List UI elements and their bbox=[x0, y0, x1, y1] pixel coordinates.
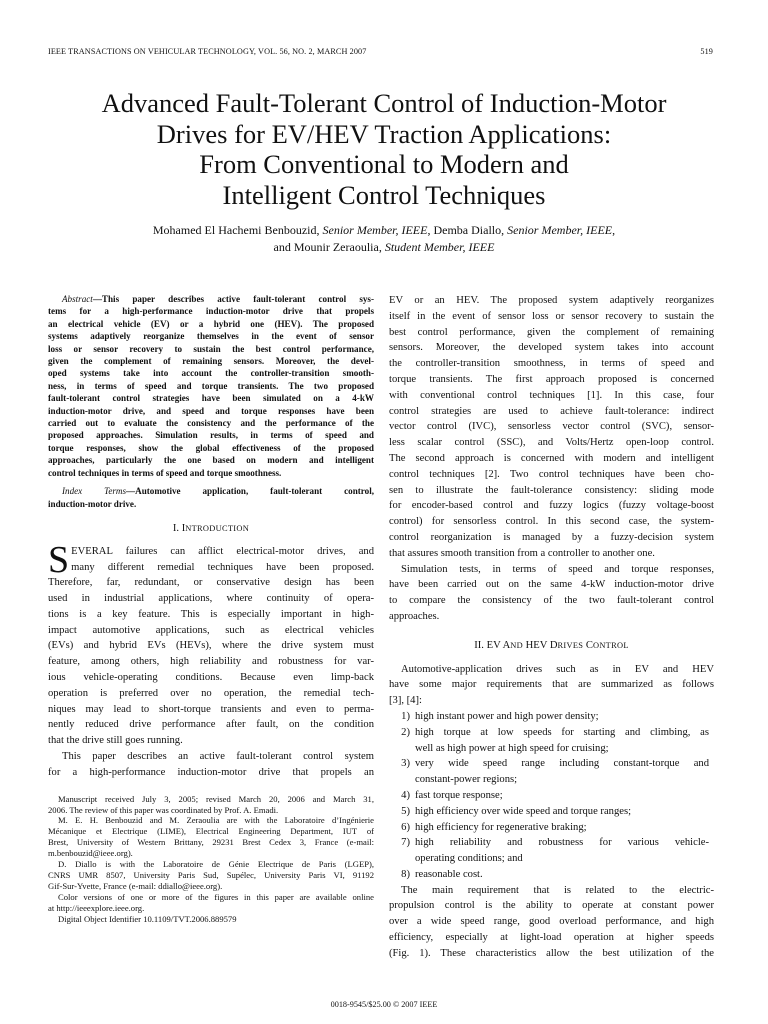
author-name: and Mounir Zeraoulia, bbox=[273, 240, 382, 254]
body-line: This paper describes an active fault-tolerant control system bbox=[62, 751, 374, 763]
body-line: approaches. bbox=[389, 610, 440, 622]
abstract-line: carried out to evaluate the consistency and the performance of the bbox=[48, 418, 374, 429]
abstract-label: Abstract bbox=[62, 294, 93, 304]
list-item: 1) high instant power and high power density; bbox=[401, 710, 599, 722]
index-terms-label: Index Terms bbox=[62, 486, 127, 497]
body-line: operation is preferred over no operation, the remedial tech- bbox=[48, 687, 374, 699]
body-line: the controller-transition smoothness, in terms of speed and bbox=[389, 358, 714, 370]
body-line: feature, among others, high reliability and robustness for var- bbox=[48, 656, 374, 668]
abstract-line: fault-tolerant control strategies have been simulated on a 4-kW bbox=[48, 393, 374, 404]
requirements-list bbox=[389, 709, 714, 883]
title-line: Intelligent Control Techniques bbox=[222, 179, 546, 210]
section-heading: II. EV AND HEV DRIVES CONTROL bbox=[474, 639, 629, 651]
body-line: efficiency, especially at light-load operation at higher speeds bbox=[389, 932, 714, 944]
body-line: that assures smooth transition from a controller to another one. bbox=[389, 547, 655, 559]
footnote-line: Digital Object Identifier 10.1109/TVT.2006.889579 bbox=[58, 913, 237, 924]
body-line: control techniques [2]. Two control techniques have been cho- bbox=[389, 468, 714, 480]
section-heading: I. INTRODUCTION bbox=[172, 522, 250, 534]
list-item-continuation: well as high power at high speed for cruising; bbox=[415, 742, 609, 754]
abstract-line: an electrical vehicle (EV) or a hybrid one (HEV). The proposed bbox=[48, 318, 374, 329]
list-item: 5) high efficiency over wide speed and torque ranges; bbox=[401, 805, 632, 817]
author-membership: Senior Member, IEEE bbox=[507, 223, 613, 237]
abstract bbox=[48, 293, 374, 479]
list-item-continuation: operating conditions; and bbox=[415, 853, 523, 865]
body-line: with conventional control techniques [1]. In this case, four bbox=[389, 389, 714, 401]
body-line: sen to illustrate the fault-tolerance consistency: sliding mode bbox=[389, 484, 714, 496]
body-line: for a high-performance induction-motor drive that propels an bbox=[48, 766, 374, 778]
body-line: vector control (IVC), sensorless vector control (SVC), sensor- bbox=[389, 421, 714, 433]
abstract-line: oped systems take into account the controller-transition smooth- bbox=[48, 368, 374, 379]
body-line: ious vehicle-operating conditions. Because even limp-back bbox=[48, 672, 374, 684]
title-line: Advanced Fault-Tolerant Control of Induction-Motor bbox=[101, 88, 667, 118]
footnote-line: 2006. The review of this paper was coordinated by Prof. A. Emadi. bbox=[48, 804, 279, 815]
footnote-line: Color versions of one or more of the figures in this paper are available online bbox=[58, 891, 374, 902]
index-terms-line: induction-motor drive. bbox=[48, 498, 137, 509]
footnote-line: M. E. H. Benbouzid and M. Zeraoulia are with the Laboratoire d’Ingénierie bbox=[58, 815, 374, 826]
page-number: 519 bbox=[700, 47, 713, 56]
body-line: Automotive-application drives such as in EV and HEV bbox=[401, 663, 714, 675]
abstract-line: given the complement of remaining sensors. Moreover, the devel- bbox=[48, 356, 374, 367]
list-item: 4) fast torque response; bbox=[401, 789, 503, 801]
author-membership: Student Member, IEEE bbox=[384, 240, 495, 254]
author-name: , Demba Diallo, bbox=[427, 223, 505, 237]
body-line: that the drive still goes running. bbox=[48, 735, 183, 747]
drop-cap: S bbox=[48, 538, 70, 581]
body-paragraph bbox=[389, 883, 714, 962]
journal-name: IEEE TRANSACTIONS ON VEHICULAR TECHNOLOGY, VOL. 56, NO. 2, MARCH 2007 bbox=[48, 47, 367, 56]
body-line: control) for sensorless control. In this second case, the system- bbox=[389, 516, 714, 528]
abstract-line: proposed approaches. Simulation results, in terms of speed and bbox=[48, 430, 374, 441]
body-line: EV or an HEV. The proposed system adaptively reorganizes bbox=[389, 295, 714, 306]
abstract-line: approaches, particularly the one based on modern and intelligent bbox=[48, 455, 374, 466]
body-line: control strategies are used to achieve fault-tolerance: indirect bbox=[389, 405, 714, 417]
abstract-line: Abstract—This paper describes active fault-tolerant control sys- bbox=[62, 294, 374, 304]
left-column bbox=[48, 293, 374, 925]
copyright-footer: 0018-9545/$25.00 © 2007 IEEE bbox=[330, 1000, 438, 1009]
body-line: over a wide speed range, good overload performance, and high bbox=[389, 916, 714, 928]
body-paragraph bbox=[389, 662, 714, 709]
body-line: less scalar control (SSC), and Volts/Hertz open-loop control. bbox=[389, 437, 714, 449]
intro-paragraph bbox=[48, 538, 374, 781]
body-line: nently reduced drive performance after fault, on the condition bbox=[48, 719, 374, 731]
body-line: Therefore, far, redundant, or conservative design has been bbox=[48, 577, 374, 589]
footnote-line: m.benbouzid@ieee.org). bbox=[48, 848, 133, 859]
body-line: torque transients. The first approach proposed is concerned bbox=[389, 373, 714, 385]
body-line: have been carried out on the same 4-kW induction-motor drive bbox=[389, 579, 714, 591]
abstract-line: control techniques in terms of speed and torque smoothness. bbox=[48, 467, 282, 478]
body-line: to compare the consistency of the two fault-tolerant control bbox=[389, 595, 714, 607]
index-terms-line: Index Terms—Automotive application, fault-tolerant control, bbox=[62, 486, 374, 497]
body-line: propulsion control is the ability to operate at constant power bbox=[389, 900, 714, 912]
list-item: 2) high torque at low speeds for starting and climbing, as bbox=[401, 726, 709, 738]
footnote-line: at http://ieeexplore.ieee.org. bbox=[48, 902, 145, 913]
abstract-line: induction-motor drive, and speed and torque responses have been bbox=[48, 405, 374, 416]
abstract-line: ness, in terms of speed and torque transients. The two proposed bbox=[48, 380, 374, 391]
footnote-line: Manuscript received July 3, 2005; revised March 20, 2006 and March 31, bbox=[58, 793, 374, 804]
body-line: many different remedial techniques have been proposed. bbox=[71, 561, 374, 573]
footnotes bbox=[48, 794, 374, 925]
footnote-line: Brest, University of Western Brittany, 29231 Brest Cedex 3, France (e-mail: bbox=[48, 837, 374, 848]
footnote-line: D. Diallo is with the Laboratoire de Génie Electrique de Paris (LGEP), bbox=[58, 859, 374, 870]
list-item: 3) very wide speed range including constant-torque and bbox=[401, 758, 709, 770]
abstract-line: tems for a high-performance induction-motor drive that propels bbox=[48, 306, 374, 317]
body-line: (EVs) and hybrid EVs (HEVs), where the drive system must bbox=[48, 640, 374, 652]
body-line: control reorganization is managed by a fuzzy-decision system bbox=[389, 531, 714, 543]
list-item: 8) reasonable cost. bbox=[401, 868, 483, 880]
abstract-line: loss or sensor recovery to sustain the best control performance, bbox=[48, 343, 374, 354]
body-paragraph bbox=[389, 293, 714, 625]
author-membership: Senior Member, IEEE bbox=[322, 223, 428, 237]
body-line: used in industrial applications, where continuity of opera- bbox=[48, 593, 374, 605]
list-item-continuation: constant-power regions; bbox=[415, 774, 518, 786]
index-terms bbox=[48, 485, 374, 510]
body-line: [3], [4]: bbox=[389, 695, 422, 707]
body-line: Simulation tests, in terms of speed and torque responses, bbox=[401, 563, 714, 575]
title-line: From Conventional to Modern and bbox=[199, 149, 569, 179]
list-item: 7) high reliability and robustness for various vehicle- bbox=[401, 837, 709, 849]
footnote-line: Mécanique et Electrique (LIME), Electrical Engineering Department, IUT of bbox=[48, 826, 374, 837]
title-line: Drives for EV/HEV Traction Applications: bbox=[156, 118, 612, 149]
list-item: 6) high efficiency for regenerative braking; bbox=[401, 821, 587, 833]
author-name: Mohamed El Hachemi Benbouzid, bbox=[152, 223, 320, 237]
body-line: sensors. Moreover, the developed system takes into account bbox=[389, 342, 714, 354]
body-line: for encoder-based control and fuzzy logics (fuzzy voltage-boost bbox=[389, 500, 714, 512]
abstract-line: systems adaptively reorganize themselves in the event of sensor bbox=[48, 331, 374, 342]
body-line: The second approach is concerned with modern and intelligent bbox=[389, 452, 714, 464]
abstract-line: torque responses, show the global effectiveness of the proposed bbox=[48, 442, 374, 453]
footnote-line: CNRS UMR 8507, University Paris Sud, Supélec, University Paris VI, 91192 bbox=[48, 870, 374, 880]
body-line: niques may lead to short-torque transients and even to perma- bbox=[48, 703, 374, 715]
body-line: (Fig. 1). These characteristics allow the best utilization of the bbox=[389, 947, 714, 959]
footnote-line: Gif-Sur-Yvette, France (e-mail: ddiallo@ieee.org). bbox=[48, 880, 223, 891]
body-line: impact automotive applications, such as electrical vehicles bbox=[48, 624, 374, 636]
running-header bbox=[48, 47, 713, 56]
body-line: itself in the event of sensor loss or sensor recovery to sustain the bbox=[389, 310, 714, 322]
body-line: tions is a key feature. This is especially important in high- bbox=[48, 608, 374, 620]
body-line: best control performance, given the complement of remaining bbox=[389, 326, 714, 338]
right-column bbox=[389, 293, 714, 962]
body-line: have some major requirements that are summarized as follows bbox=[389, 679, 714, 691]
body-line: The main requirement that is related to the electric- bbox=[401, 884, 714, 896]
author-list: Mohamed El Hachemi Benbouzid, Senior Member, IEEE, Demba Diallo, Senior Member, IEEE, and Mounir Zeraoulia, Student Member, IEEE bbox=[152, 223, 616, 254]
paper-title bbox=[40, 88, 728, 210]
body-line: EVERAL failures can afflict electrical-motor drives, and bbox=[71, 545, 374, 557]
